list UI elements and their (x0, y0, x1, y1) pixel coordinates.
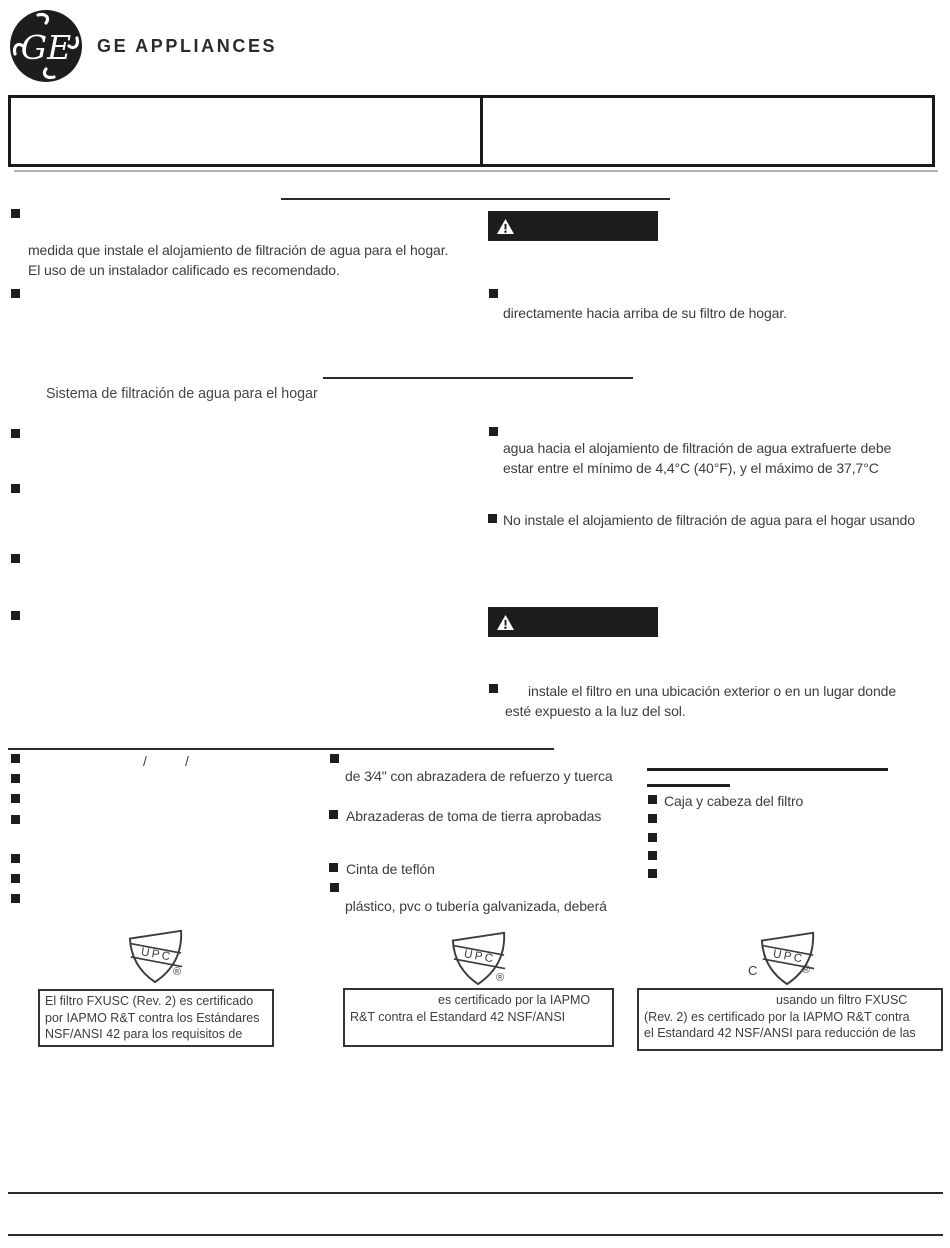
registered-mark: ® (802, 964, 811, 976)
bullet-square (488, 514, 497, 523)
bullet-square (489, 684, 498, 693)
s2-temp-line2: estar entre el mínimo de 4,4°C (40°F), y el máximo de 37,7°C (503, 460, 879, 476)
bullet-square (648, 795, 657, 804)
bullet-square (329, 810, 338, 819)
registered-mark: ® (496, 972, 505, 984)
bullet-square (329, 863, 338, 872)
footer-rule (8, 1192, 943, 1194)
section3-heading-rule (8, 748, 554, 750)
ge-monogram-icon (8, 8, 84, 84)
bullet-square (11, 554, 20, 563)
bullet-square (11, 854, 20, 863)
bullet-square (11, 209, 20, 218)
bullet-square (11, 484, 20, 493)
monogram-letters: GE (20, 28, 72, 67)
bullet-square (330, 754, 339, 763)
top-header-box (8, 95, 935, 167)
s2-exterior-line2: esté expuesto a la luz del sol. (505, 703, 686, 719)
s2-right-temp-item (503, 438, 891, 478)
s1-left-paragraph (28, 240, 448, 280)
registered-mark: ® (173, 966, 182, 978)
cert-text-box (637, 988, 943, 1051)
warning-banner (488, 607, 658, 637)
bullet-square (11, 874, 20, 883)
bullet-square (648, 869, 657, 878)
upc-shield-letters: UPC (462, 947, 497, 966)
bullet-square (11, 774, 20, 783)
bullet-square (11, 289, 20, 298)
s1-right-item: directamente hacia arriba de su filtro de hogar. (503, 305, 787, 321)
upc-shield-letters: UPC (771, 947, 806, 966)
s2-temp-line1: agua hacia el alojamiento de filtración de agua extrafuerte debe (503, 440, 892, 456)
bullet-square (11, 815, 20, 824)
top-box-shadow-line (14, 170, 938, 172)
section1-heading-rule (281, 198, 670, 200)
cert1-line2: por IAPMO R&T contra los Estándares (45, 1010, 260, 1025)
bullet-square (648, 814, 657, 823)
fraction-slash: / (185, 753, 189, 769)
bullet-square (11, 611, 20, 620)
brand-wordmark: GE APPLIANCES (97, 36, 278, 56)
cert2-line2: R&T contra el Estandard 42 NSF/ANSI (350, 1009, 566, 1024)
s3-right-heading-rule (647, 768, 888, 771)
bullet-square (11, 894, 20, 903)
s3-right-heading-underline (647, 784, 730, 787)
cupc-shield-icon (758, 927, 816, 987)
s1-left-line1: medida que instale el alojamiento de filtración de agua para el hogar. (28, 242, 449, 258)
c-mark: C (748, 963, 758, 978)
s1-left-line2: El uso de un instalador calificado es recomendado. (28, 262, 340, 278)
warning-icon (496, 614, 515, 631)
cert3-line2: (Rev. 2) es certificado por la IAPMO R&T contra (644, 1009, 910, 1024)
s3-mid-line4: plástico, pvc o tubería galvanizada, deberá (345, 898, 607, 914)
bullet-square (330, 883, 339, 892)
bullet-square (11, 794, 20, 803)
section2-heading-rule (323, 377, 633, 379)
cert1-line1: El filtro FXUSC (Rev. 2) es certificado (45, 994, 254, 1008)
s3-right-item1: Caja y cabeza del filtro (664, 793, 804, 809)
bullet-square (489, 289, 498, 298)
cert3-line1: usando un filtro FXUSC (776, 993, 908, 1007)
s3-mid-item2: Abrazaderas de toma de tierra aprobadas (346, 808, 602, 824)
s3-mid-line1: de 3⁄4" con abrazadera de refuerzo y tuerca (345, 768, 613, 784)
s2-exterior-line1: instale el filtro en una ubicación exterior o en un lugar donde (528, 683, 897, 699)
bullet-square (11, 429, 20, 438)
top-box-divider (480, 98, 483, 164)
bullet-square (648, 833, 657, 842)
warning-icon (496, 218, 515, 235)
s2-no-instale-item: No instale el alojamiento de filtración de agua para el hogar usando (503, 512, 915, 528)
bullet-square (489, 427, 498, 436)
fraction-slash: / (143, 753, 147, 769)
cert-text-box (38, 989, 274, 1047)
bullet-square (648, 851, 657, 860)
cert1-line3: NSF/ANSI 42 para los requisitos de (45, 1027, 243, 1041)
section2-subheading: Sistema de filtración de agua para el hogar (46, 385, 318, 402)
cert-text-box (343, 988, 614, 1047)
cert2-line1: es certificado por la IAPMO (438, 993, 591, 1007)
cert3-line3: el Estandard 42 NSF/ANSI para reducción de las (644, 1026, 916, 1040)
bullet-square (11, 754, 20, 763)
upc-shield-letters: UPC (139, 945, 174, 964)
footer-rule (8, 1234, 943, 1236)
s3-mid-item3: Cinta de teflón (346, 861, 435, 877)
warning-banner (488, 211, 658, 241)
